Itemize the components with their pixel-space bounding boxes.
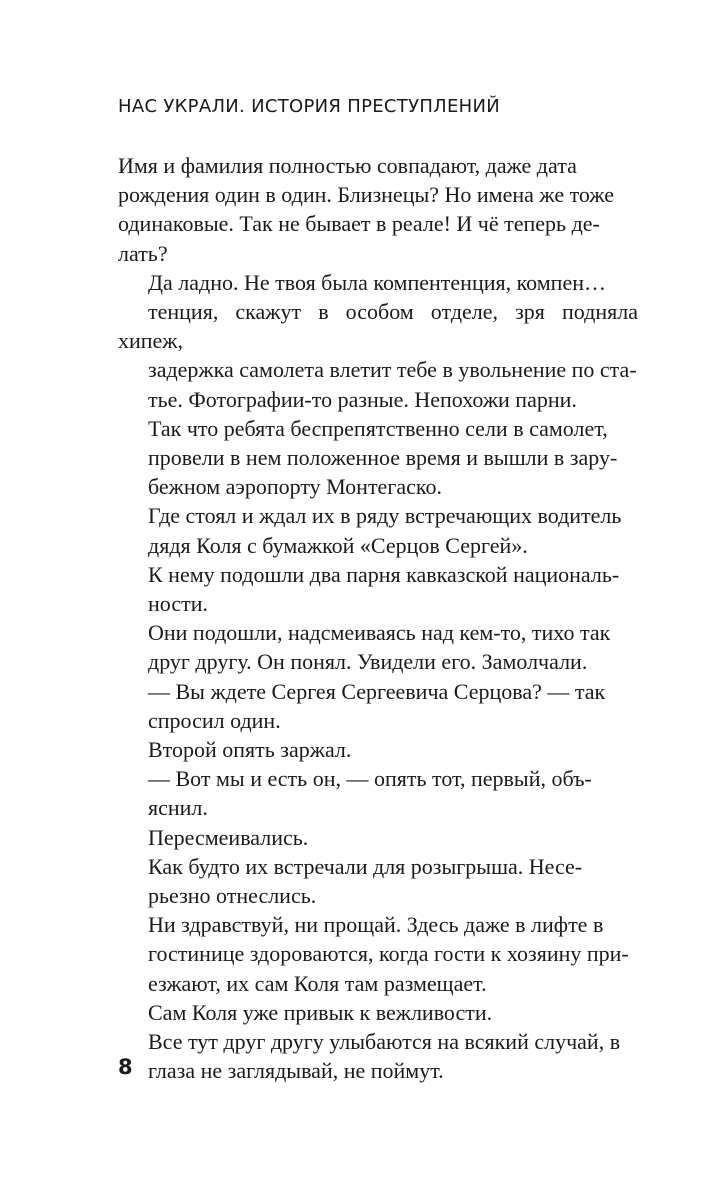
text-line: К нему подошли два парня кавказской националь- [148,561,620,587]
text-line: Да ладно. Не твоя была компентенция, компен… [148,269,606,295]
paragraph [118,151,638,268]
text-line: — Вот мы и есть он, — опять тот, первый, объ- [148,766,592,792]
paragraph [118,852,638,910]
text-line: бежном аэропорту Монтегаско. [148,474,442,500]
text-line: езжают, их сам Коля там размещает. [148,970,487,996]
text-line: тье. Фотографии-то разные. Непохожи парни. [148,386,577,412]
text-line: рождения один в один. Близнецы? Но имена же тоже [118,182,615,208]
text-line: ности. [148,591,208,617]
text-line: провели в нем положенное время и вышли в зару- [148,445,618,471]
text-line: рьезно отнеслись. [148,883,317,909]
text-line: лать? [118,240,168,266]
text-line: Пересмеивались. [148,824,309,850]
text-line: — Вы ждете Сергея Сергеевича Серцова? — так [148,678,606,704]
text-line: тенция, скажут в особом отделе, зря подняла хипеж, [118,299,638,354]
text-line: дядя Коля с бумажкой «Серцов Сергей». [148,532,528,558]
text-line: друг другу. Он понял. Увидели его. Замолчали. [148,649,588,675]
text-line: Так что ребята беспрепятственно сели в самолет, [148,415,608,441]
paragraph [118,268,638,414]
paragraph [118,677,638,735]
text-line: спросил один. [148,707,281,733]
paragraph [118,501,638,559]
running-header: НАС УКРАЛИ. ИСТОРИЯ ПРЕСТУПЛЕНИЙ [118,96,501,117]
paragraph [118,560,638,618]
text-line: Все тут друг другу улыбаются на всякий случай, в [148,1029,621,1055]
text-line: Как будто их встречали для розыгрыша. Несе- [148,853,583,879]
text-line: одинаковые. Так не бывает в реале! И чё теперь де- [118,211,600,237]
paragraph [118,764,638,822]
paragraph [118,1027,638,1085]
page-number: 8 [118,1055,133,1079]
text-line: задержка самолета влетит тебе в увольнение по ста- [148,357,637,383]
text-line: Ни здравствуй, ни прощай. Здесь даже в лифте в [148,912,604,938]
text-line: Имя и фамилия полностью совпадают, даже дата [118,153,577,178]
paragraph [118,998,638,1027]
text-line: яснил. [148,795,208,821]
paragraph [118,910,638,998]
text-line: Где стоял и ждал их в ряду встречающих водитель [148,503,622,529]
text-line: Сам Коля уже привык к вежливости. [148,999,493,1025]
text-line: глаза не заглядывай, не поймут. [148,1058,444,1084]
text-line: Они подошли, надсмеиваясь над кем-то, тихо так [148,620,611,646]
paragraph [118,618,638,676]
paragraph [118,823,638,852]
text-line: гостинице здороваются, когда гости к хозяину при- [148,941,629,967]
paragraph [118,735,638,764]
paragraph [118,414,638,502]
body-text [118,151,638,1086]
text-line: Второй опять заржал. [148,737,352,763]
